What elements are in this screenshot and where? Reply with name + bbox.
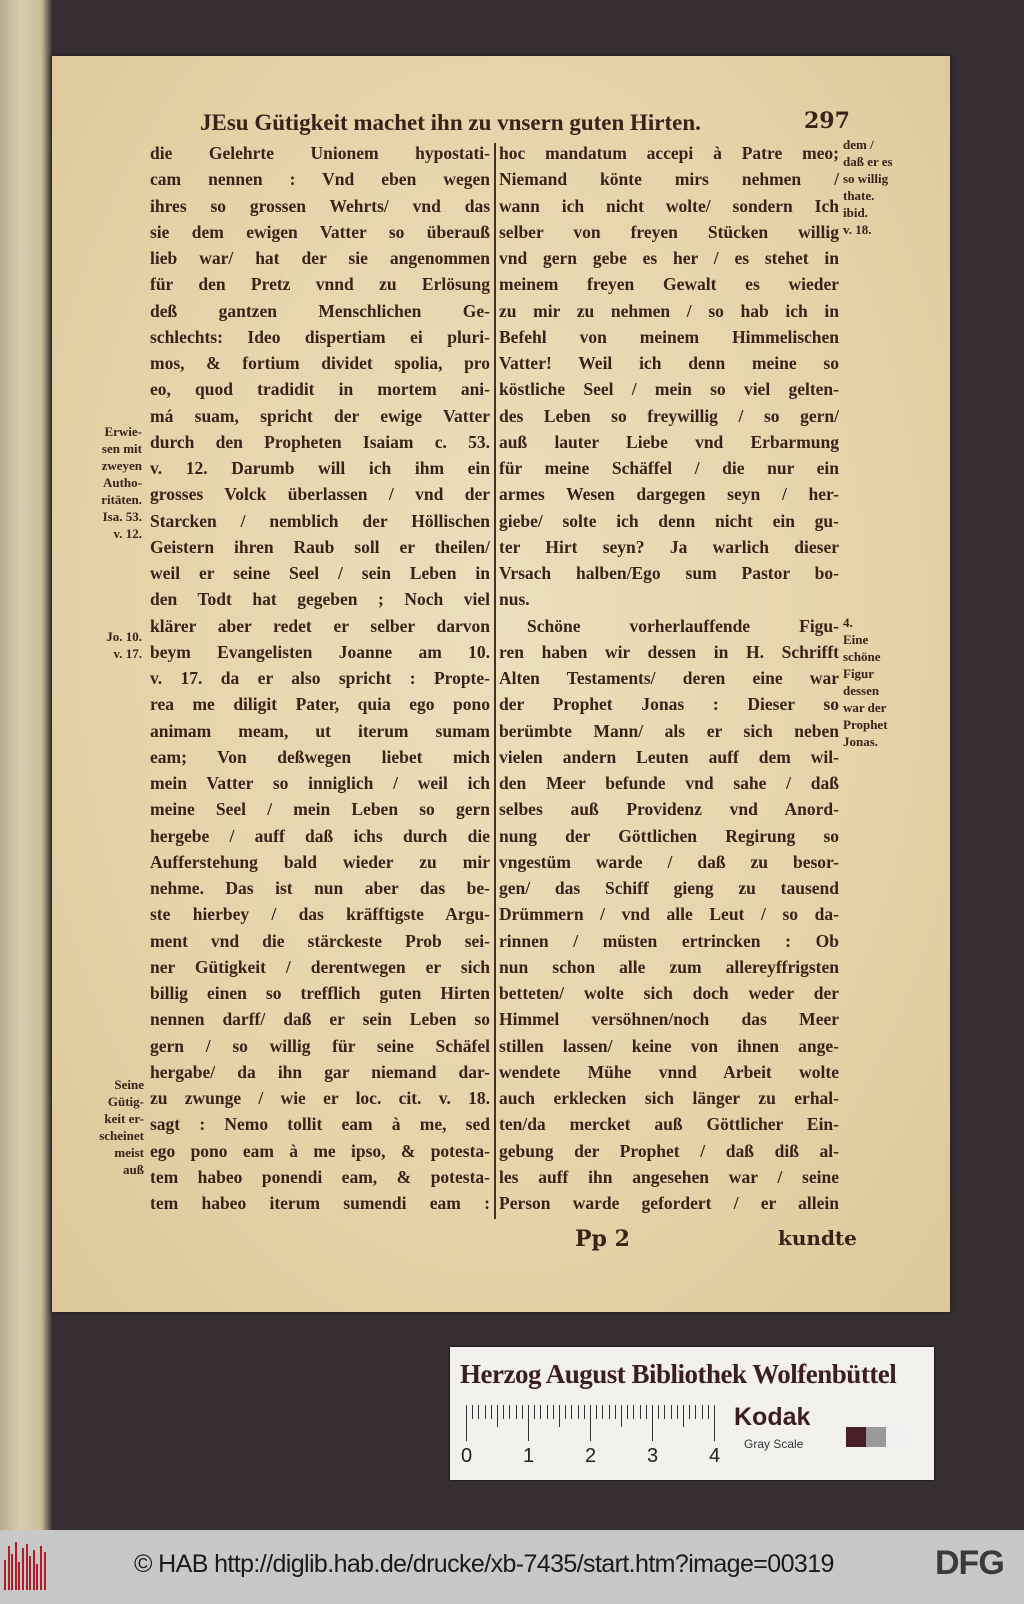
text-line: Person warde gefordert / er allein bbox=[499, 1193, 839, 1213]
ruler-tick bbox=[652, 1405, 653, 1441]
text-line: animam meam, ut iterum sumam bbox=[150, 720, 490, 741]
text-line: auch erklecken sich länger zu erhal- bbox=[499, 1088, 839, 1108]
text-line: hergebe / auff daß ichs durch die bbox=[150, 825, 490, 846]
ruler-tick bbox=[565, 1405, 566, 1419]
left-text-column bbox=[150, 143, 490, 1219]
text-line: v. 12. Darumb will ich ihm ein bbox=[150, 458, 490, 478]
text-line: hergabe/ da ihn gar niemand dar- bbox=[150, 1061, 490, 1082]
text-line: armes Wesen dargegen seyn / her- bbox=[499, 484, 839, 505]
text-line: mein Vatter so inniglich / weil ich bbox=[150, 773, 490, 793]
margin-note-line: dessen bbox=[843, 683, 880, 698]
text-line: Himmel versöhnen/noch das Meer bbox=[499, 1009, 839, 1030]
margin-note-line: v. 18. bbox=[843, 222, 872, 237]
ruler-tick bbox=[671, 1405, 672, 1419]
text-line: rea me diligit Pater, quia ego pono bbox=[150, 694, 490, 715]
logo-bar bbox=[33, 1550, 35, 1590]
text-line: durch den Propheten Isaiam c. 53. bbox=[150, 431, 490, 452]
margin-note-right-1 bbox=[843, 136, 893, 238]
text-line: mos, & fortium dividet spolia, pro bbox=[150, 353, 490, 373]
text-line: ego pono eam à me ipso, & potesta- bbox=[150, 1140, 490, 1161]
ruler-tick bbox=[503, 1405, 504, 1419]
logo-bar bbox=[4, 1560, 6, 1590]
margin-note-line: schöne bbox=[843, 649, 881, 664]
text-line: lieb war/ hat der sie angenommen bbox=[150, 248, 490, 268]
margin-note-line: v. 12. bbox=[113, 526, 142, 541]
text-line: betteten/ wolte sich doch weder der bbox=[499, 983, 839, 1003]
margin-note-line: ritäten. bbox=[101, 492, 142, 507]
text-line: cam nennen : Vnd eben wegen bbox=[150, 169, 490, 190]
text-line: nennen darff/ daß er sein Leben so bbox=[150, 1009, 490, 1030]
ruler-tick bbox=[658, 1405, 659, 1419]
ruler-tick bbox=[578, 1405, 579, 1419]
text-line: ren haben wir dessen in H. Schrifft bbox=[499, 641, 839, 662]
ruler-tick bbox=[646, 1405, 647, 1419]
ruler-tick bbox=[485, 1405, 486, 1419]
signature-mark: Pp 2 bbox=[575, 1226, 630, 1252]
text-line: selber von freyen Stücken willig bbox=[499, 221, 839, 242]
ruler-tick bbox=[633, 1405, 634, 1419]
margin-note-line: scheinet bbox=[99, 1128, 144, 1143]
ruler-number: 3 bbox=[647, 1445, 659, 1467]
text-line: v. 17. da er also spricht : Propte- bbox=[150, 668, 490, 688]
margin-note-line: thate. bbox=[843, 188, 875, 203]
institution-name: Herzog August Bibliothek Wolfenbüttel bbox=[460, 1359, 897, 1389]
margin-note-line: war der bbox=[843, 700, 887, 715]
logo-bar bbox=[40, 1546, 42, 1590]
ruler-tick bbox=[590, 1405, 591, 1441]
copyright-link[interactable]: © HAB http://diglib.hab.de/drucke/xb-7435/start.htm?image=00319 bbox=[134, 1550, 834, 1578]
ruler-tick bbox=[540, 1405, 541, 1419]
text-line: die Gelehrte Unionem hypostati- bbox=[150, 143, 490, 163]
ruler-tick bbox=[478, 1405, 479, 1419]
gray-swatch-light bbox=[886, 1427, 906, 1447]
text-line: Alten Testaments/ deren eine war bbox=[499, 668, 839, 688]
text-line: für den Pretz vnnd zu Erlösung bbox=[150, 274, 490, 295]
ruler-tick bbox=[509, 1405, 510, 1419]
gray-swatch-mid bbox=[866, 1427, 886, 1447]
text-line: ste hierbey / das kräfftigste Argu- bbox=[150, 904, 490, 925]
text-line: zu mir zu nehmen / so hab ich in bbox=[499, 300, 839, 321]
margin-note-line: Jonas. bbox=[843, 734, 879, 749]
text-line: Vatter! Weil ich denn meine so bbox=[499, 353, 839, 373]
text-line: nung der Göttlichen Regirung so bbox=[499, 825, 839, 846]
text-line: stillen lassen/ keine von ihnen ange- bbox=[499, 1035, 839, 1056]
text-line: meine Seel / mein Leben so gern bbox=[150, 799, 490, 820]
right-text-column bbox=[494, 143, 839, 1219]
ruler-tick bbox=[559, 1405, 560, 1427]
ruler-tick bbox=[466, 1405, 467, 1441]
text-line: giebe/ solte ich denn nicht ein gu- bbox=[499, 510, 839, 531]
ruler-tick bbox=[571, 1405, 572, 1419]
logo-bar bbox=[18, 1562, 20, 1590]
text-line: Schöne vorherlauffende Figu- bbox=[527, 615, 839, 636]
margin-note-line: ibid. bbox=[843, 205, 868, 220]
margin-note-line: so willig bbox=[843, 171, 889, 186]
margin-note-line: Seine bbox=[114, 1077, 144, 1092]
ruler-tick bbox=[522, 1405, 523, 1419]
text-line: nus. bbox=[499, 589, 530, 610]
margin-note-line: 4. bbox=[843, 615, 853, 630]
ruler-tick bbox=[596, 1405, 597, 1419]
ruler bbox=[461, 1405, 721, 1467]
text-line: gern / so willig für seine Schäfel bbox=[150, 1035, 490, 1056]
logo-bar bbox=[8, 1546, 10, 1590]
margin-note-line: meist bbox=[114, 1145, 144, 1160]
text-line: gen/ das Schiff gieng zu tausend bbox=[499, 878, 839, 898]
text-line: vnd gern gebe es her / es stehet in bbox=[499, 248, 839, 268]
margin-note-line: zweyen bbox=[101, 458, 142, 473]
text-line: selbes auß Providenz vnd Anord- bbox=[499, 799, 839, 820]
text-line: Drümmern / vnd alle Leut / so da- bbox=[499, 904, 839, 925]
text-line: tem habeo iterum sumendi eam : bbox=[150, 1193, 490, 1213]
text-line: sie dem ewigen Vatter so überauß bbox=[150, 221, 490, 242]
footer-bar bbox=[0, 1530, 1024, 1604]
ruler-tick bbox=[516, 1405, 517, 1419]
text-line: Geistern ihren Raub soll er theilen/ bbox=[150, 536, 490, 557]
text-line: ment vnd die stärckeste Prob sei- bbox=[150, 930, 490, 951]
ruler-tick bbox=[621, 1405, 622, 1427]
text-line: berümbte Mann/ als er sich neben bbox=[499, 720, 839, 741]
margin-note-line: daß er es bbox=[843, 154, 893, 169]
ruler-tick bbox=[695, 1405, 696, 1419]
ruler-tick bbox=[702, 1405, 703, 1419]
text-line: billig einen so trefflich guten Hirten bbox=[150, 983, 490, 1003]
text-line: eam; Von deßwegen liebet mich bbox=[150, 746, 490, 767]
gray-scale-label: Gray Scale bbox=[744, 1437, 804, 1451]
margin-note-line: dem / bbox=[843, 137, 874, 152]
ruler-tick bbox=[547, 1405, 548, 1419]
text-line: für meine Schäffel / die nur ein bbox=[499, 458, 839, 478]
page-number: 297 bbox=[804, 108, 850, 134]
text-line: tem habeo ponendi eam, & potesta- bbox=[150, 1166, 490, 1187]
margin-note-left-1 bbox=[80, 423, 142, 542]
text-line: Starcken / nemblich der Höllischen bbox=[150, 510, 490, 531]
text-line: weil er seine Seel / sein Leben in bbox=[150, 563, 490, 583]
logo-bar bbox=[44, 1552, 46, 1590]
ruler-number: 0 bbox=[461, 1445, 473, 1467]
logo-bar bbox=[29, 1556, 31, 1590]
text-line: der Prophet Jonas : Dieser so bbox=[499, 694, 839, 715]
logo-bar bbox=[36, 1564, 38, 1590]
ruler-tick bbox=[677, 1405, 678, 1419]
margin-note-line: Isa. 53. bbox=[102, 509, 142, 524]
text-line: vngestüm warde / daß zu besor- bbox=[499, 851, 839, 872]
text-line: auß lauter Liebe vnd Erbarmung bbox=[499, 431, 839, 452]
ruler-tick bbox=[497, 1405, 498, 1427]
ruler-tick bbox=[609, 1405, 610, 1419]
logo-bar bbox=[15, 1542, 17, 1590]
margin-note-left-3 bbox=[82, 1076, 144, 1178]
text-line: meinem freyen Gewalt es wieder bbox=[499, 274, 839, 295]
margin-note-line: Prophet bbox=[843, 717, 888, 732]
text-line: Aufferstehung bald wieder zu mir bbox=[150, 851, 490, 872]
text-line: zu zwunge / wie er loc. cit. v. 18. bbox=[150, 1088, 490, 1108]
text-line: beym Evangelisten Joanne am 10. bbox=[150, 641, 490, 662]
ruler-tick bbox=[683, 1405, 684, 1427]
ruler-tick bbox=[472, 1405, 473, 1419]
ruler-tick bbox=[714, 1405, 715, 1441]
text-line: den Todt hat gegeben ; Noch viel bbox=[150, 589, 490, 610]
catchword: kundte bbox=[778, 1226, 857, 1250]
margin-note-line: Gütig- bbox=[107, 1094, 144, 1109]
running-head: JEsu Gütigkeit machet ihn zu vnsern guten Hirten. bbox=[200, 110, 701, 135]
text-line: eo, quod tradidit in mortem ani- bbox=[150, 379, 490, 400]
margin-note-line: keit er- bbox=[104, 1111, 144, 1126]
text-line: ten/da mercket auß Göttlicher Ein- bbox=[499, 1114, 839, 1135]
logo-bar bbox=[11, 1554, 13, 1590]
ruler-tick bbox=[640, 1405, 641, 1419]
margin-note-line: Figur bbox=[843, 666, 875, 681]
ruler-number: 1 bbox=[523, 1445, 535, 1467]
gray-swatch-dark bbox=[846, 1427, 866, 1447]
text-line: vielen andern Leuten auff dem wil- bbox=[499, 746, 839, 767]
text-line: ter Hirt seyn? Ja warlich dieser bbox=[499, 536, 839, 557]
margin-note-line: Autho- bbox=[102, 475, 142, 490]
ruler-tick bbox=[708, 1405, 709, 1419]
text-line: schlechts: Ideo dispertiam ei pluri- bbox=[150, 326, 490, 347]
margin-note-line: Eine bbox=[843, 632, 869, 647]
text-line: wann ich nicht wolte/ sondern Ich bbox=[499, 195, 839, 216]
margin-note-left-2 bbox=[80, 628, 142, 662]
ruler-tick bbox=[627, 1405, 628, 1419]
text-line: Vrsach halben/Ego sum Pastor bo- bbox=[499, 563, 839, 583]
margin-note-right-2 bbox=[843, 614, 888, 750]
text-line: nun schon alle zum allereyffrigsten bbox=[499, 956, 839, 977]
scale-card bbox=[450, 1347, 934, 1480]
margin-note-line: Erwie- bbox=[104, 424, 142, 439]
text-line: má suam, spricht der ewige Vatter bbox=[150, 405, 490, 426]
margin-note-line: Jo. 10. bbox=[106, 629, 142, 644]
ruler-tick bbox=[553, 1405, 554, 1419]
margin-note-line: auß bbox=[123, 1162, 144, 1177]
text-line: sagt : Nemo tollit eam à me, sed bbox=[150, 1114, 490, 1135]
text-line: Befehl von meinem Himmelischen bbox=[499, 326, 839, 347]
ruler-tick bbox=[689, 1405, 690, 1419]
text-line: des Leben so freywillig / so gern/ bbox=[499, 405, 839, 426]
logo-bar bbox=[26, 1544, 28, 1590]
text-line: nehme. Das ist nun aber das be- bbox=[150, 878, 490, 898]
text-line: deß gantzen Menschlichen Ge- bbox=[150, 300, 490, 321]
text-line: köstliche Seel / mein so viel gelten- bbox=[499, 379, 839, 400]
text-line: hoc mandatum accepi à Patre meo; bbox=[499, 143, 839, 163]
hab-logo-icon bbox=[4, 1542, 48, 1590]
ruler-tick bbox=[602, 1405, 603, 1419]
ruler-tick bbox=[491, 1405, 492, 1419]
text-line: ner Gütigkeit / derentwegen er sich bbox=[150, 956, 490, 977]
ruler-tick bbox=[528, 1405, 529, 1441]
text-line: den Meer befunde vnd sahe / daß bbox=[499, 773, 839, 793]
text-line: gebung der Prophet / daß diß al- bbox=[499, 1140, 839, 1161]
ruler-tick bbox=[584, 1405, 585, 1419]
previous-page-edge bbox=[0, 0, 52, 1530]
ruler-number: 2 bbox=[585, 1445, 597, 1467]
text-line: les auff ihn angesehen war / seine bbox=[499, 1166, 839, 1187]
text-line: Niemand könte mirs nehmen / bbox=[499, 169, 839, 190]
ruler-tick bbox=[615, 1405, 616, 1419]
ruler-number: 4 bbox=[709, 1445, 721, 1467]
ruler-tick bbox=[664, 1405, 665, 1419]
ruler-tick bbox=[534, 1405, 535, 1419]
text-line: ihres so grossen Wehrts/ vnd das bbox=[150, 195, 490, 216]
text-line: klärer aber redet er selber darvon bbox=[150, 615, 490, 636]
margin-note-line: sen mit bbox=[101, 441, 142, 456]
text-line: rinnen / müsten ertrincken : Ob bbox=[499, 930, 839, 951]
kodak-logo: Kodak bbox=[734, 1403, 811, 1431]
logo-bar bbox=[22, 1548, 24, 1590]
text-line: grosses Volck überlassen / vnd der bbox=[150, 484, 490, 505]
dfg-logo: DFG bbox=[935, 1544, 1004, 1582]
margin-note-line: v. 17. bbox=[113, 646, 142, 661]
text-line: wendete Mühe vnnd Arbeit wolte bbox=[499, 1061, 839, 1082]
